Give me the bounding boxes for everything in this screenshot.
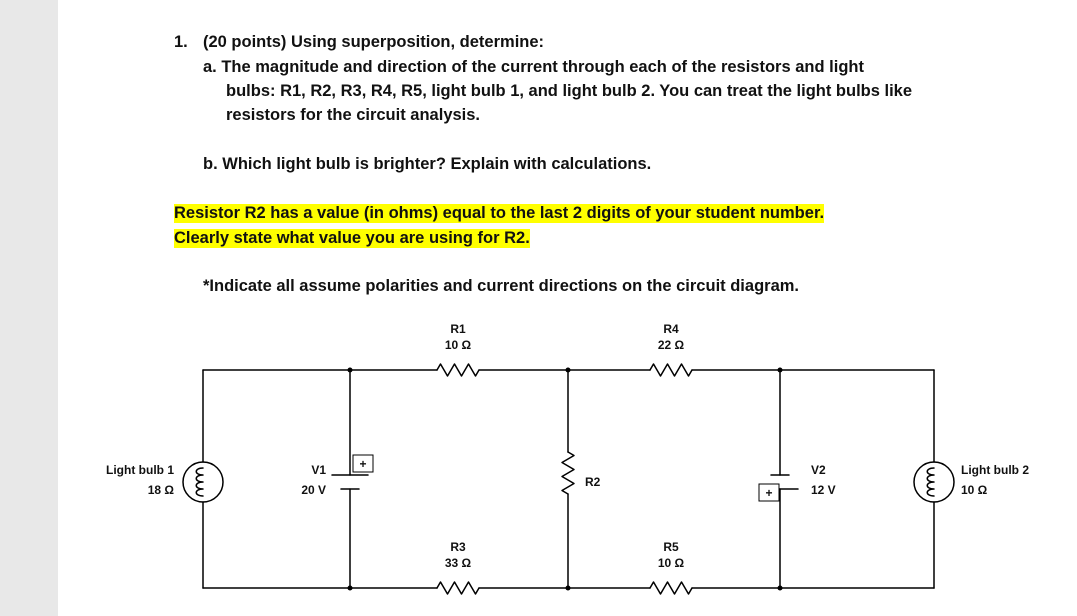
part-a-line-2: bulbs: R1, R2, R3, R4, R5, light bulb 1, and light bulb 2. You can treat the light bulbs like [226,82,913,100]
v1-value: 20 V [301,483,326,497]
junction [348,368,353,373]
junction [778,368,783,373]
bulb2-value: 10 Ω [961,483,988,497]
v2-label: V2 [811,463,826,477]
problem-heading: (20 points) Using superposition, determine: [203,33,545,51]
junction [566,368,571,373]
r5-value: 10 Ω [657,556,685,570]
v2-polarity: + [765,486,773,500]
highlight-line-2: Clearly state what value you are using for R2. [174,229,530,247]
junction [566,586,571,591]
junction [348,586,353,591]
polarity-note: *Indicate all assume polarities and current directions on the circuit diagram. [203,277,799,295]
v1-polarity: + [359,457,367,471]
bulb1-label: Light bulb 1 [106,463,174,477]
r1-label: R1 [450,322,466,336]
part-b-text: b. Which light bulb is brighter? Explain with calculations. [203,155,652,173]
r2-label: R2 [585,475,601,489]
bulb2-label: Light bulb 2 [961,463,1029,477]
r5-resistor [650,582,692,594]
document-page [58,0,1077,616]
v2-value: 12 V [811,483,836,497]
r2-resistor [562,452,574,494]
bulb2-filament [927,468,934,496]
r3-value: 33 Ω [444,556,472,570]
r1-value: 10 Ω [444,338,472,352]
r4-resistor [650,364,692,376]
r3-label: R3 [450,540,466,554]
problem-number: 1. [174,33,188,51]
v1-label: V1 [311,463,326,477]
part-a-line-3: resistors for the circuit analysis. [226,106,481,124]
r3-resistor [437,582,479,594]
junction [778,586,783,591]
r4-value: 22 Ω [657,338,685,352]
r1-resistor [437,364,479,376]
r4-label: R4 [663,322,679,336]
circuit-diagram [58,0,1077,616]
highlight-line-1: Resistor R2 has a value (in ohms) equal to the last 2 digits of your student number. [174,204,825,222]
part-a-line-1: a. The magnitude and direction of the current through each of the resistors and light [203,58,864,76]
r5-label: R5 [663,540,679,554]
bulb1-value: 18 Ω [147,483,174,497]
bulb1-filament [196,468,203,496]
